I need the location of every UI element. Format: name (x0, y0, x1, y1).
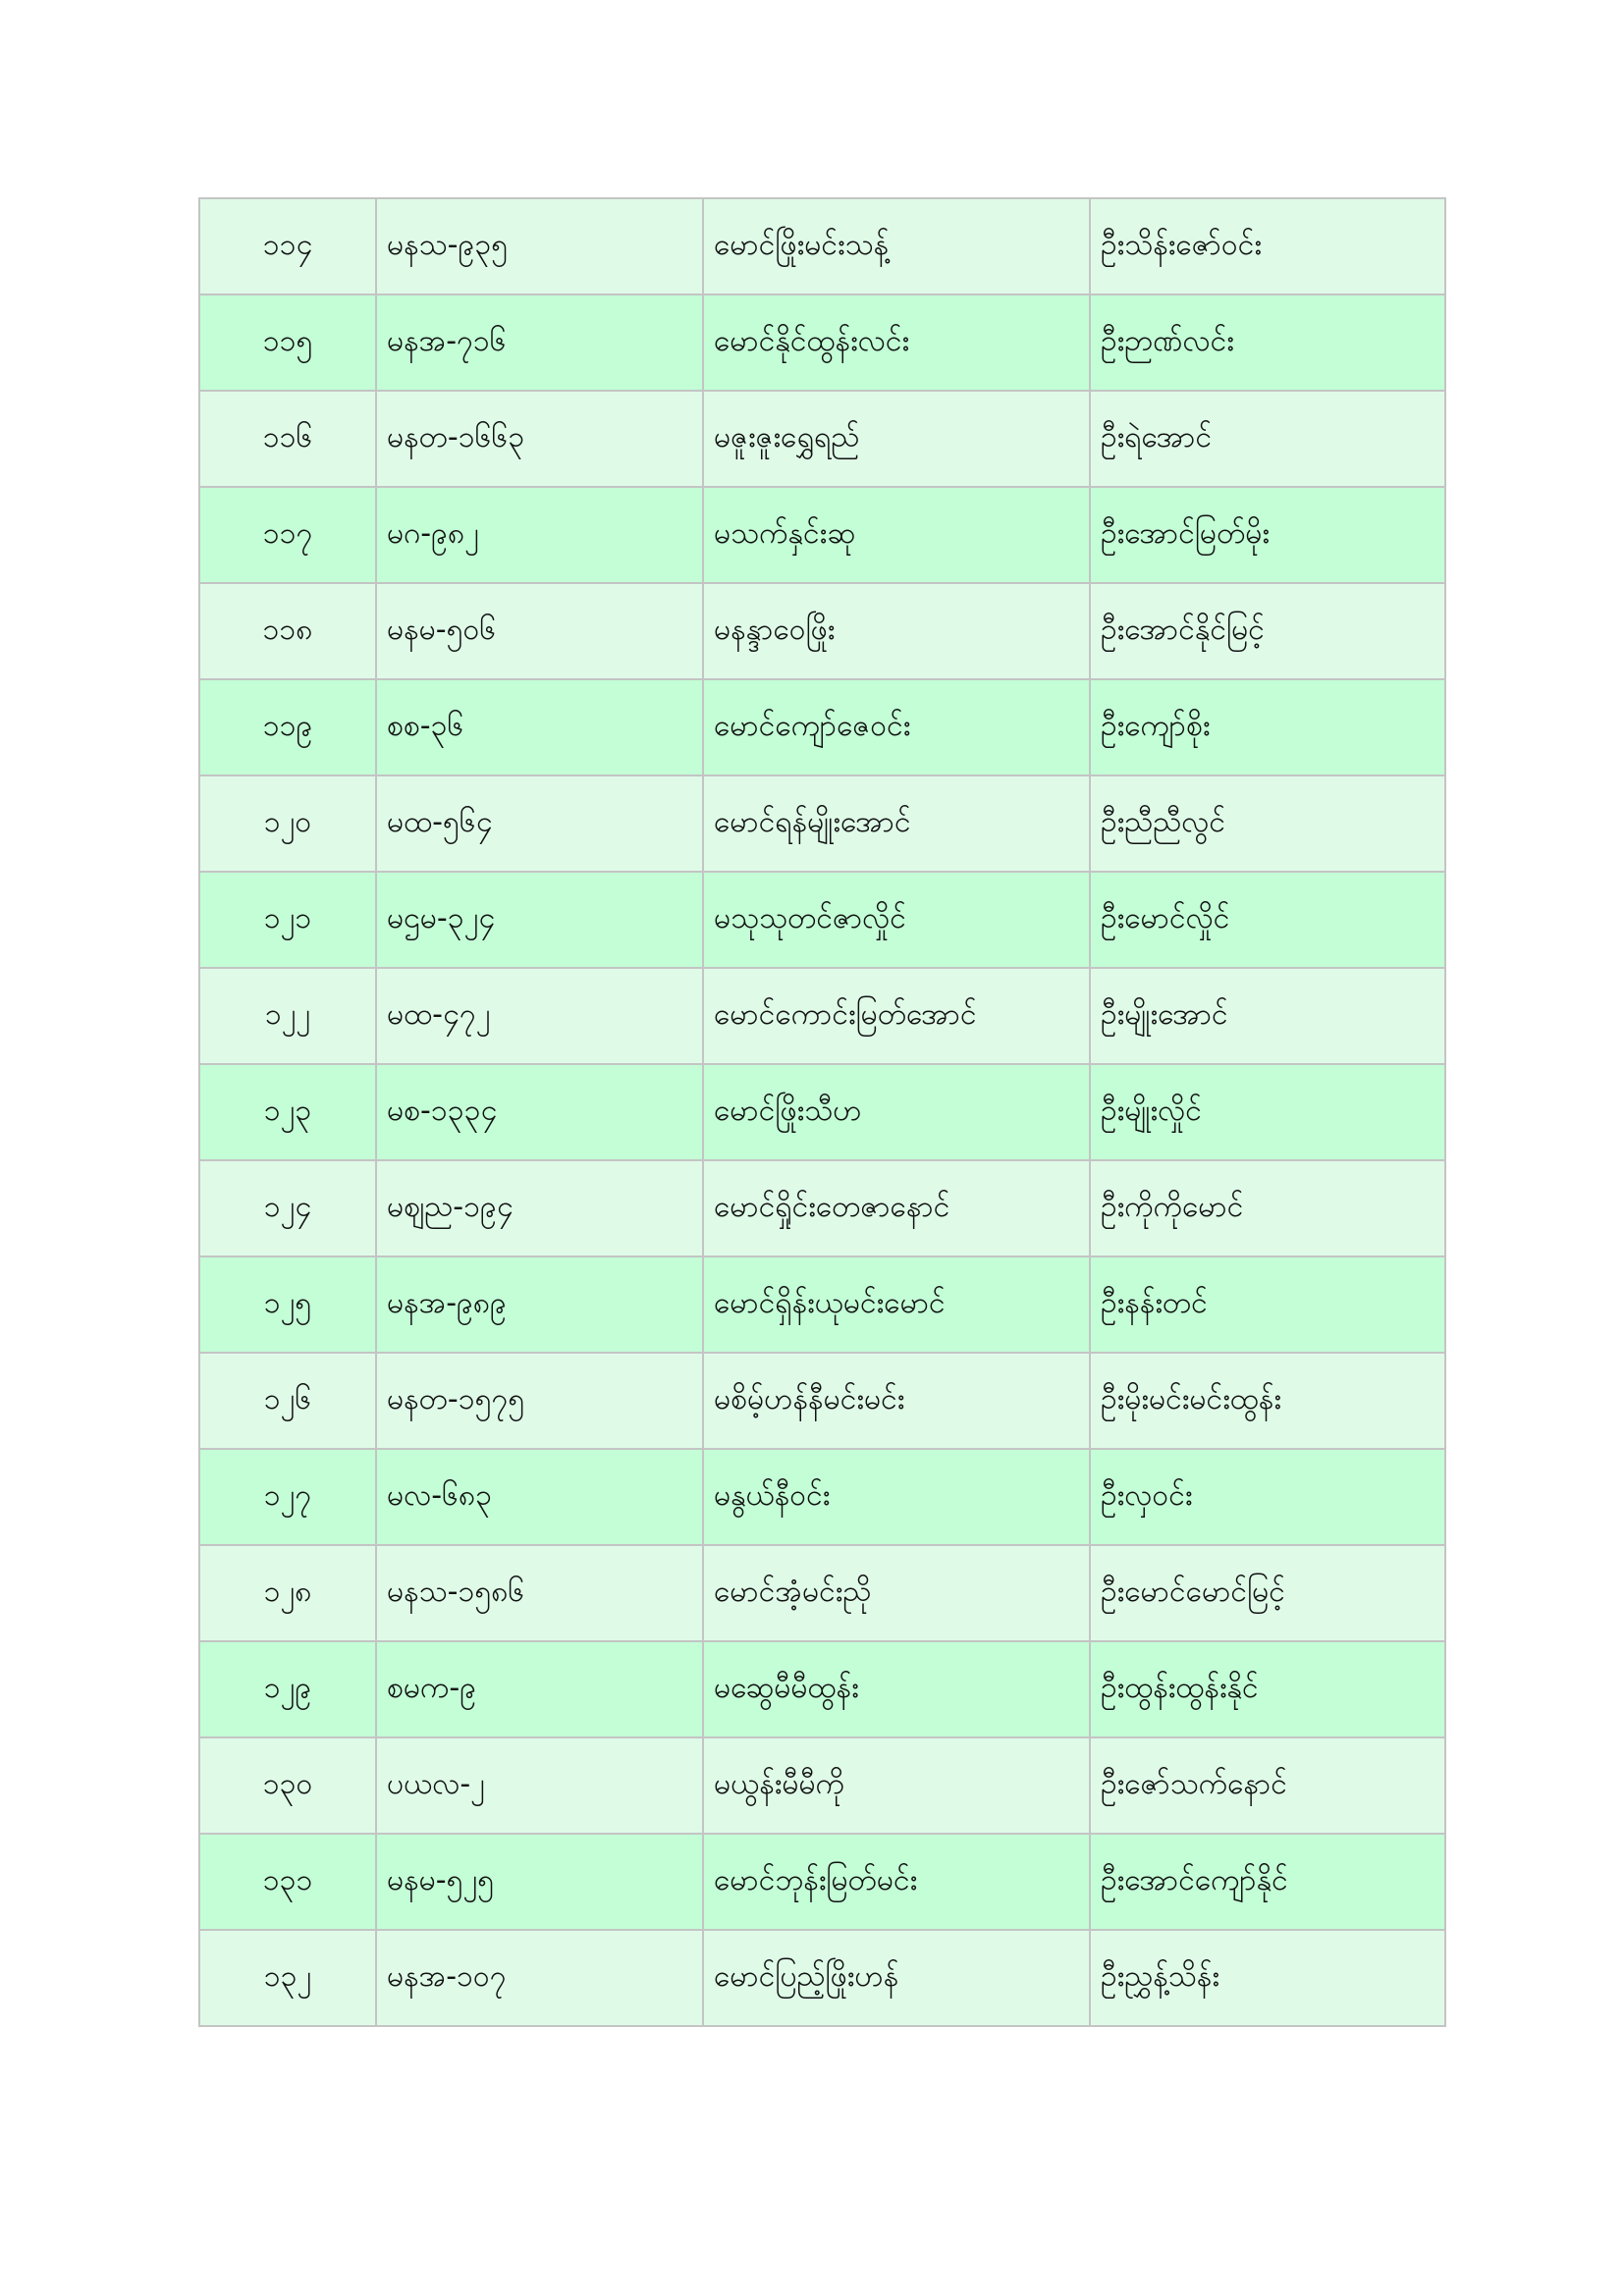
row-number-cell: ၁၁၈ (199, 583, 376, 679)
table-row (199, 1449, 1445, 1545)
registration-number-cell: မထ-၅၆၄ (376, 775, 703, 872)
registration-number-cell: မနအ-၁၀၇ (376, 1930, 703, 2026)
student-name-cell: မယွန်းမီမီကို (703, 1737, 1090, 1834)
student-name-cell: မောင်ရန်မျိုးအောင် (703, 775, 1090, 872)
row-number-cell: ၁၃၁ (199, 1834, 376, 1930)
row-number-cell: ၁၂၈ (199, 1545, 376, 1641)
student-name-cell: မနွယ်နီဝင်း (703, 1449, 1090, 1545)
registration-number-cell: မနအ-၉၈၉ (376, 1256, 703, 1353)
table-row (199, 1160, 1445, 1256)
father-name-cell: ဦးနန်းတင် (1090, 1256, 1445, 1353)
student-name-cell: မောင်ကောင်းမြတ်အောင် (703, 968, 1090, 1064)
table-row (199, 198, 1445, 294)
father-name-cell: ဦးညီညီလွင် (1090, 775, 1445, 872)
roster-table-body (199, 198, 1445, 2026)
student-name-cell: မောင်ကျော်ဇေဝင်း (703, 679, 1090, 775)
row-number-cell: ၁၂၇ (199, 1449, 376, 1545)
row-number-cell: ၁၃၀ (199, 1737, 376, 1834)
table-row (199, 1545, 1445, 1641)
table-row (199, 1064, 1445, 1160)
table-row (199, 583, 1445, 679)
table-row (199, 294, 1445, 391)
registration-number-cell: မဌမ-၃၂၄ (376, 872, 703, 968)
registration-number-cell: မနသ-၁၅၈၆ (376, 1545, 703, 1641)
father-name-cell: ဦးအောင်ကျော်နိုင် (1090, 1834, 1445, 1930)
row-number-cell: ၁၂၁ (199, 872, 376, 968)
father-name-cell: ဦးအောင်မြတ်မိုး (1090, 487, 1445, 583)
father-name-cell: ဦးညွှန့်သိန်း (1090, 1930, 1445, 2026)
row-number-cell: ၁၁၆ (199, 391, 376, 487)
roster-table (198, 197, 1446, 2027)
row-number-cell: ၁၁၅ (199, 294, 376, 391)
row-number-cell: ၁၃၂ (199, 1930, 376, 2026)
registration-number-cell: ပယလ-၂ (376, 1737, 703, 1834)
registration-number-cell: စမက-၉ (376, 1641, 703, 1737)
registration-number-cell: မဂ-၉၈၂ (376, 487, 703, 583)
row-number-cell: ၁၂၉ (199, 1641, 376, 1737)
father-name-cell: ဦးဇော်သက်နောင် (1090, 1737, 1445, 1834)
table-row (199, 775, 1445, 872)
row-number-cell: ၁၂၅ (199, 1256, 376, 1353)
registration-number-cell: မလ-၆၈၃ (376, 1449, 703, 1545)
registration-number-cell: စစ-၃၆ (376, 679, 703, 775)
student-name-cell: မသက်နှင်းဆု (703, 487, 1090, 583)
student-name-cell: မဇူးဇူးရွှေရည် (703, 391, 1090, 487)
father-name-cell: ဦးမျိုးလှိုင် (1090, 1064, 1445, 1160)
registration-number-cell: မနအ-၇၁၆ (376, 294, 703, 391)
student-name-cell: မောင်ပြည့်ဖြိုးဟန် (703, 1930, 1090, 2026)
father-name-cell: ဦးမောင်လှိုင် (1090, 872, 1445, 968)
table-row (199, 679, 1445, 775)
student-name-cell: မောင်နိုင်ထွန်းလင်း (703, 294, 1090, 391)
row-number-cell: ၁၂၃ (199, 1064, 376, 1160)
table-row (199, 487, 1445, 583)
row-number-cell: ၁၂၆ (199, 1353, 376, 1449)
table-row (199, 968, 1445, 1064)
row-number-cell: ၁၁၉ (199, 679, 376, 775)
table-row (199, 391, 1445, 487)
registration-number-cell: မနမ-၅၀၆ (376, 583, 703, 679)
student-name-cell: မောင်ဖြိုးသီဟ (703, 1064, 1090, 1160)
father-name-cell: ဦးအောင်နိုင်မြင့် (1090, 583, 1445, 679)
table-row (199, 1353, 1445, 1449)
father-name-cell: ဦးကျော်စိုး (1090, 679, 1445, 775)
student-name-cell: မနန္ဒာဝေဖြိုး (703, 583, 1090, 679)
student-name-cell: မောင်ရှိန်းယုမင်းမောင် (703, 1256, 1090, 1353)
table-row (199, 1256, 1445, 1353)
father-name-cell: ဦးလှဝင်း (1090, 1449, 1445, 1545)
registration-number-cell: မဈည-၁၉၄ (376, 1160, 703, 1256)
father-name-cell: ဦးမျိုးအောင် (1090, 968, 1445, 1064)
row-number-cell: ၁၂၂ (199, 968, 376, 1064)
table-row (199, 1930, 1445, 2026)
father-name-cell: ဦးရဲအောင် (1090, 391, 1445, 487)
table-row (199, 1641, 1445, 1737)
father-name-cell: ဦးမိုးမင်းမင်းထွန်း (1090, 1353, 1445, 1449)
table-row (199, 872, 1445, 968)
registration-number-cell: မနသ-၉၃၅ (376, 198, 703, 294)
table-row (199, 1737, 1445, 1834)
student-name-cell: မောင်ရှိုင်းတေဇာနောင် (703, 1160, 1090, 1256)
student-name-cell: မသုသုတင်ဇာလှိုင် (703, 872, 1090, 968)
father-name-cell: ဦးမောင်မောင်မြင့် (1090, 1545, 1445, 1641)
registration-number-cell: မနတ-၁၅၇၅ (376, 1353, 703, 1449)
row-number-cell: ၁၂၄ (199, 1160, 376, 1256)
father-name-cell: ဦးသိန်းဇော်ဝင်း (1090, 198, 1445, 294)
row-number-cell: ၁၁၄ (199, 198, 376, 294)
row-number-cell: ၁၂၀ (199, 775, 376, 872)
student-name-cell: မောင်အံ့မင်းညို (703, 1545, 1090, 1641)
table-row (199, 1834, 1445, 1930)
registration-number-cell: မနတ-၁၆၆၃ (376, 391, 703, 487)
father-name-cell: ဦးဉာဏ်လင်း (1090, 294, 1445, 391)
registration-number-cell: မစ-၁၃၃၄ (376, 1064, 703, 1160)
father-name-cell: ဦးကိုကိုမောင် (1090, 1160, 1445, 1256)
father-name-cell: ဦးထွန်းထွန်းနိုင် (1090, 1641, 1445, 1737)
student-name-cell: မောင်ဘုန်းမြတ်မင်း (703, 1834, 1090, 1930)
row-number-cell: ၁၁၇ (199, 487, 376, 583)
student-name-cell: မဆွေမီမီထွန်း (703, 1641, 1090, 1737)
registration-number-cell: မနမ-၅၂၅ (376, 1834, 703, 1930)
student-name-cell: မစိမ့်ဟန်နီမင်းမင်း (703, 1353, 1090, 1449)
student-name-cell: မောင်ဖြိုးမင်းသန့် (703, 198, 1090, 294)
registration-number-cell: မထ-၄၇၂ (376, 968, 703, 1064)
